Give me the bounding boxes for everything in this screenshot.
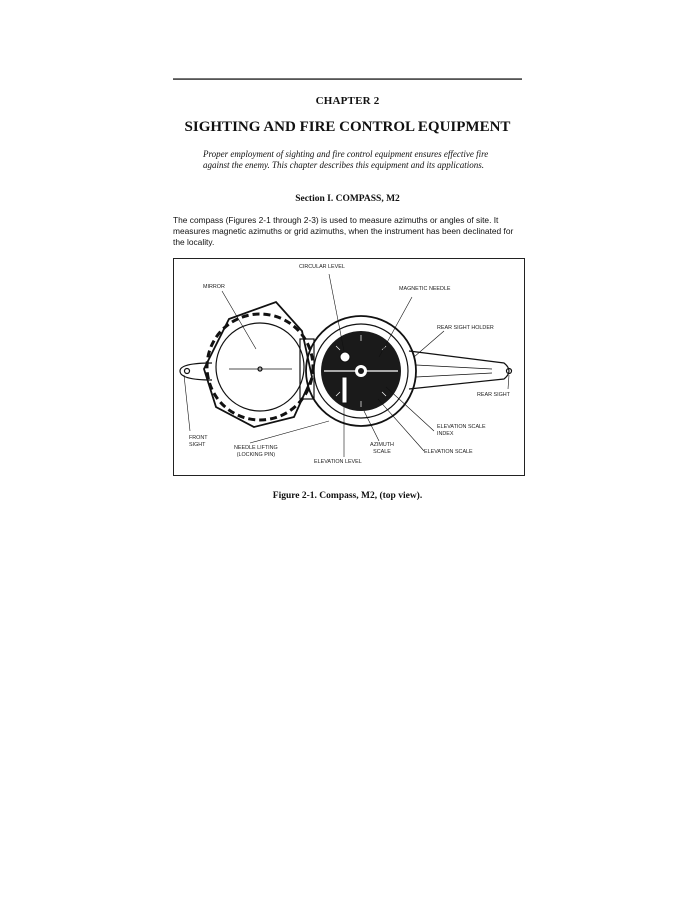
label-magnetic-needle: MAGNETIC NEEDLE <box>399 286 451 292</box>
label-mirror: MIRROR <box>203 284 225 290</box>
elevation-level <box>342 377 347 403</box>
compass-illustration <box>174 259 526 477</box>
figure-caption: Figure 2-1. Compass, M2, (top view). <box>272 491 423 501</box>
label-elevation-scale-index: ELEVATION SCALE INDEX <box>437 424 486 437</box>
header-rule <box>173 78 522 80</box>
mirror-lid <box>204 302 312 427</box>
rear-sight-holder <box>409 351 509 389</box>
label-rear-sight: REAR SIGHT <box>477 392 510 398</box>
label-front-sight: FRONT SIGHT <box>189 435 208 448</box>
section-paragraph: The compass (Figures 2-1 through 2-3) is used to measure azimuths or angles of site. It measures magnetic azimuths or grid azimuths, when the instrument has been declinated for the locality. <box>173 215 514 248</box>
label-needle-lifting: NEEDLE LIFTING (LOCKING PIN) <box>234 445 278 458</box>
section-heading: Section I. COMPASS, M2 <box>295 194 400 204</box>
label-circular-level: CIRCULAR LEVEL <box>299 264 345 270</box>
compass-figure <box>173 258 525 476</box>
chapter-intro: Proper employment of sighting and fire control equipment ensures effective fire against the enemy. This chapter describes this equipment and its applications. <box>203 149 489 170</box>
circular-level <box>340 352 350 362</box>
label-elevation-scale: ELEVATION SCALE <box>424 449 473 455</box>
label-elevation-level: ELEVATION LEVEL <box>314 459 362 465</box>
label-azimuth-scale: AZIMUTH SCALE <box>370 442 394 455</box>
chapter-title: SIGHTING AND FIRE CONTROL EQUIPMENT <box>184 119 511 135</box>
chapter-heading: CHAPTER 2 <box>315 95 380 107</box>
label-rear-sight-holder: REAR SIGHT HOLDER <box>437 325 494 331</box>
